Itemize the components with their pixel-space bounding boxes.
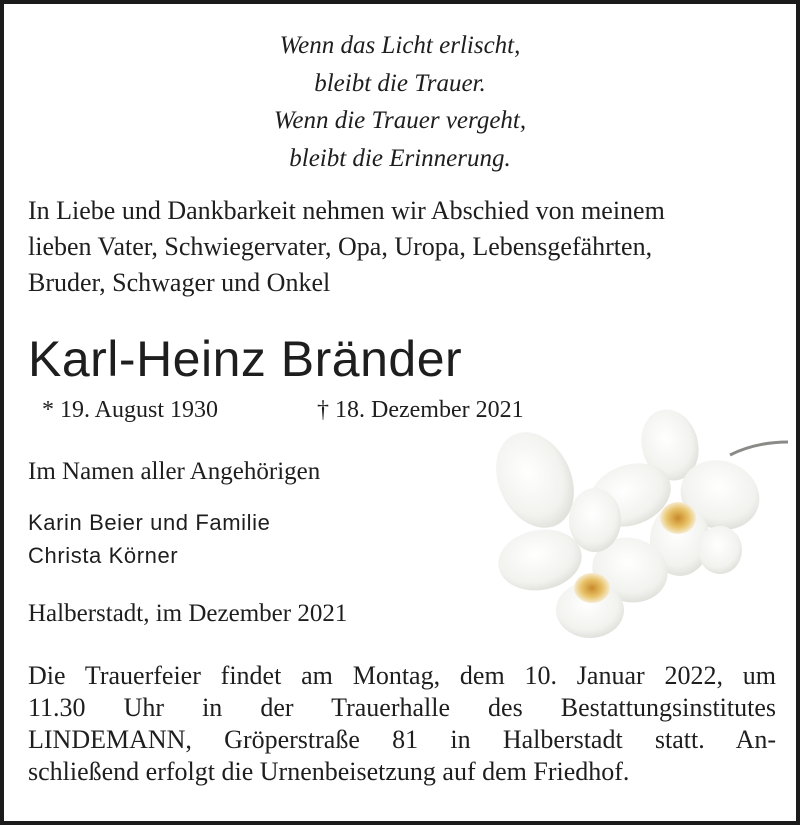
intro-line: Bruder, Schwager und Onkel — [28, 268, 331, 297]
poem-line: bleibt die Erinnerung. — [289, 144, 511, 172]
funeral-line: LINDEMANN, Gröperstraße 81 in Halberstadt statt. An- — [28, 725, 776, 754]
death-date: † 18. Dezember 2021 — [317, 397, 524, 423]
on-behalf-text: Im Namen aller Angehörigen — [28, 458, 321, 485]
mourner-name: Christa Körner — [28, 543, 179, 568]
mourner-name: Karin Beier und Familie — [28, 510, 271, 535]
intro-line: lieben Vater, Schwiegervater, Opa, Uropa, Lebensgefährten, — [28, 232, 653, 261]
orchid-flower-image — [480, 400, 790, 640]
funeral-line: 11.30 Uhr in der Trauerhalle des Bestattungsinstitutes — [28, 693, 776, 722]
funeral-line: Die Trauerfeier findet am Montag, dem 10. Januar 2022, um — [28, 661, 776, 690]
place-date: Halberstadt, im Dezember 2021 — [28, 600, 348, 627]
mourner-names — [28, 506, 270, 572]
poem-line: Wenn die Trauer vergeht, — [273, 107, 527, 134]
funeral-line: schließend erfolgt die Urnenbeisetzung auf dem Friedhof. — [28, 757, 630, 786]
poem-line: bleibt die Trauer. — [314, 69, 486, 97]
poem-line: Wenn das Licht erlischt, — [279, 32, 521, 59]
birth-date: * 19. August 1930 — [42, 397, 219, 423]
intro-text — [28, 193, 778, 301]
funeral-notice — [28, 660, 776, 788]
deceased-name: Karl-Heinz Bränder — [28, 331, 463, 387]
intro-line: In Liebe und Dankbarkeit nehmen wir Abschied von meinem — [28, 196, 665, 225]
poem — [0, 27, 800, 177]
